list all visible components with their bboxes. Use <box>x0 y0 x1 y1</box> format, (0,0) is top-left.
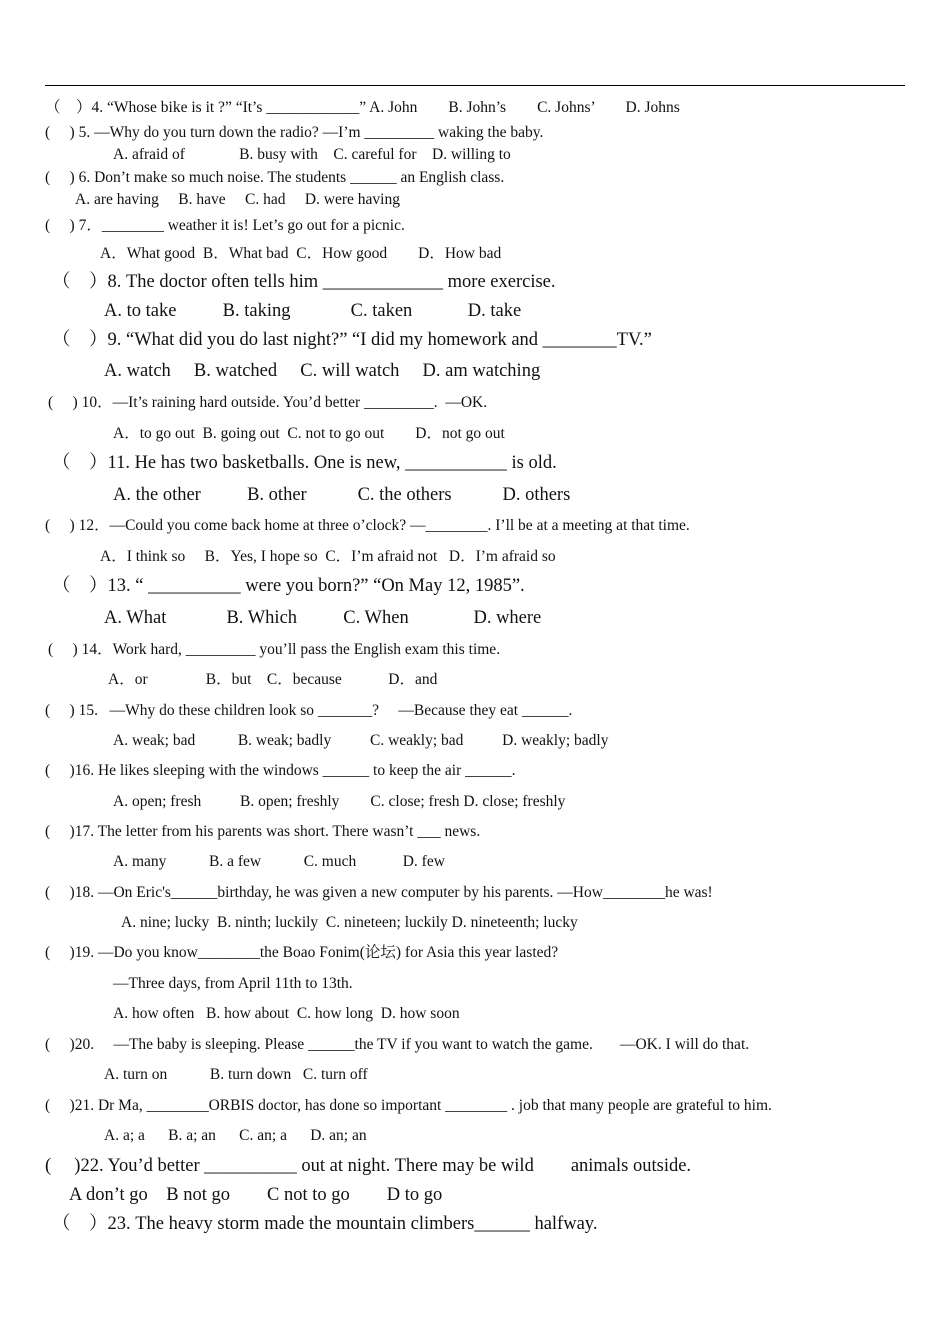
question-16: ( )16. He likes sleeping with the windows ______ to keep the air ______. <box>45 762 516 779</box>
question-19: ( )19. —Do you know________the Boao Fonim(论坛) for Asia this year lasted? <box>45 944 559 961</box>
question-18-options: A. nine; lucky B. ninth; luckily C. nineteen; luckily D. nineteenth; lucky <box>121 914 578 931</box>
question-11: （ ）11. He has two basketballs. One is new, ___________ is old. <box>52 453 557 473</box>
question-4: （ ）4. “Whose bike is it ?” “It’s ____________” A. John B. John’s C. Johns’ D. Johns <box>45 99 680 116</box>
header-divider-line <box>45 85 905 86</box>
question-17-options: A. many B. a few C. much D. few <box>113 853 445 870</box>
question-15: ( ) 15. —Why do these children look so _______? —Because they eat ______. <box>45 702 573 719</box>
question-14: ( ) 14．Work hard, _________ you’ll pass the English exam this time. <box>48 641 501 658</box>
question-13-options: A. What B. Which C. When D. where <box>104 608 542 628</box>
question-21-options: A. a; a B. a; an C. an; a D. an; an <box>104 1127 367 1144</box>
question-19-options: A. how often B. how about C. how long D. how soon <box>113 1005 460 1022</box>
question-20: ( )20. —The baby is sleeping. Please ______the TV if you want to watch the game. —OK. I will do that. <box>45 1036 750 1053</box>
question-20-options: A. turn on B. turn down C. turn off <box>104 1066 368 1083</box>
question-9-options: A. watch B. watched C. will watch D. am watching <box>104 361 541 381</box>
question-22: ( )22. You’d better __________ out at night. There may be wild animals outside. <box>45 1156 692 1176</box>
question-15-options: A. weak; bad B. weak; badly C. weakly; bad D. weakly; badly <box>113 732 609 749</box>
question-16-options: A. open; fresh B. open; freshly C. close; fresh D. close; freshly <box>113 793 566 810</box>
question-7: ( ) 7．________ weather it is! Let’s go out for a picnic. <box>45 217 405 234</box>
question-9: （ ）9. “What did you do last night?” “I did my homework and ________TV.” <box>52 330 652 350</box>
question-12: ( ) 12．—Could you come back home at three o’clock? —________. I’ll be at a meeting at that time. <box>45 517 690 534</box>
question-10-options: A．to go out B. going out C. not to go out D．not go out <box>113 425 505 442</box>
question-22-options: A don’t go B not go C not to go D to go <box>69 1185 443 1205</box>
question-23: （ ）23. The heavy storm made the mountain climbers______ halfway. <box>52 1214 598 1234</box>
question-5-options: A. afraid of B. busy with C. careful for D. willing to <box>113 146 511 163</box>
question-18: ( )18. —On Eric's______birthday, he was given a new computer by his parents. —How________he was! <box>45 884 713 901</box>
question-11-options: A. the other B. other C. the others D. others <box>113 485 571 505</box>
question-8: （ ）8. The doctor often tells him _____________ more exercise. <box>52 272 556 292</box>
question-10: ( ) 10．—It’s raining hard outside. You’d better _________. —OK. <box>48 394 488 411</box>
question-17: ( )17. The letter from his parents was short. There wasn’t ___ news. <box>45 823 481 840</box>
question-6: ( ) 6. Don’t make so much noise. The students ______ an English class. <box>45 169 505 186</box>
question-14-options: A．or B．but C．because D．and <box>108 671 438 688</box>
question-8-options: A. to take B. taking C. taken D. take <box>104 301 522 321</box>
question-19-answer: —Three days, from April 11th to 13th. <box>113 975 353 992</box>
question-13: （ ）13. “ __________ were you born?” “On May 12, 1985”. <box>52 576 525 596</box>
question-12-options: A．I think so B．Yes, I hope so C．I’m afraid not D．I’m afraid so <box>100 548 556 565</box>
question-7-options: A．What good B．What bad C．How good D．How bad <box>100 245 502 262</box>
question-21: ( )21. Dr Ma, ________ORBIS doctor, has done so important ________ . job that many people are grateful to him. <box>45 1097 772 1114</box>
question-5: ( ) 5. —Why do you turn down the radio? —I’m _________ waking the baby. <box>45 124 544 141</box>
question-6-options: A. are having B. have C. had D. were having <box>75 191 400 208</box>
